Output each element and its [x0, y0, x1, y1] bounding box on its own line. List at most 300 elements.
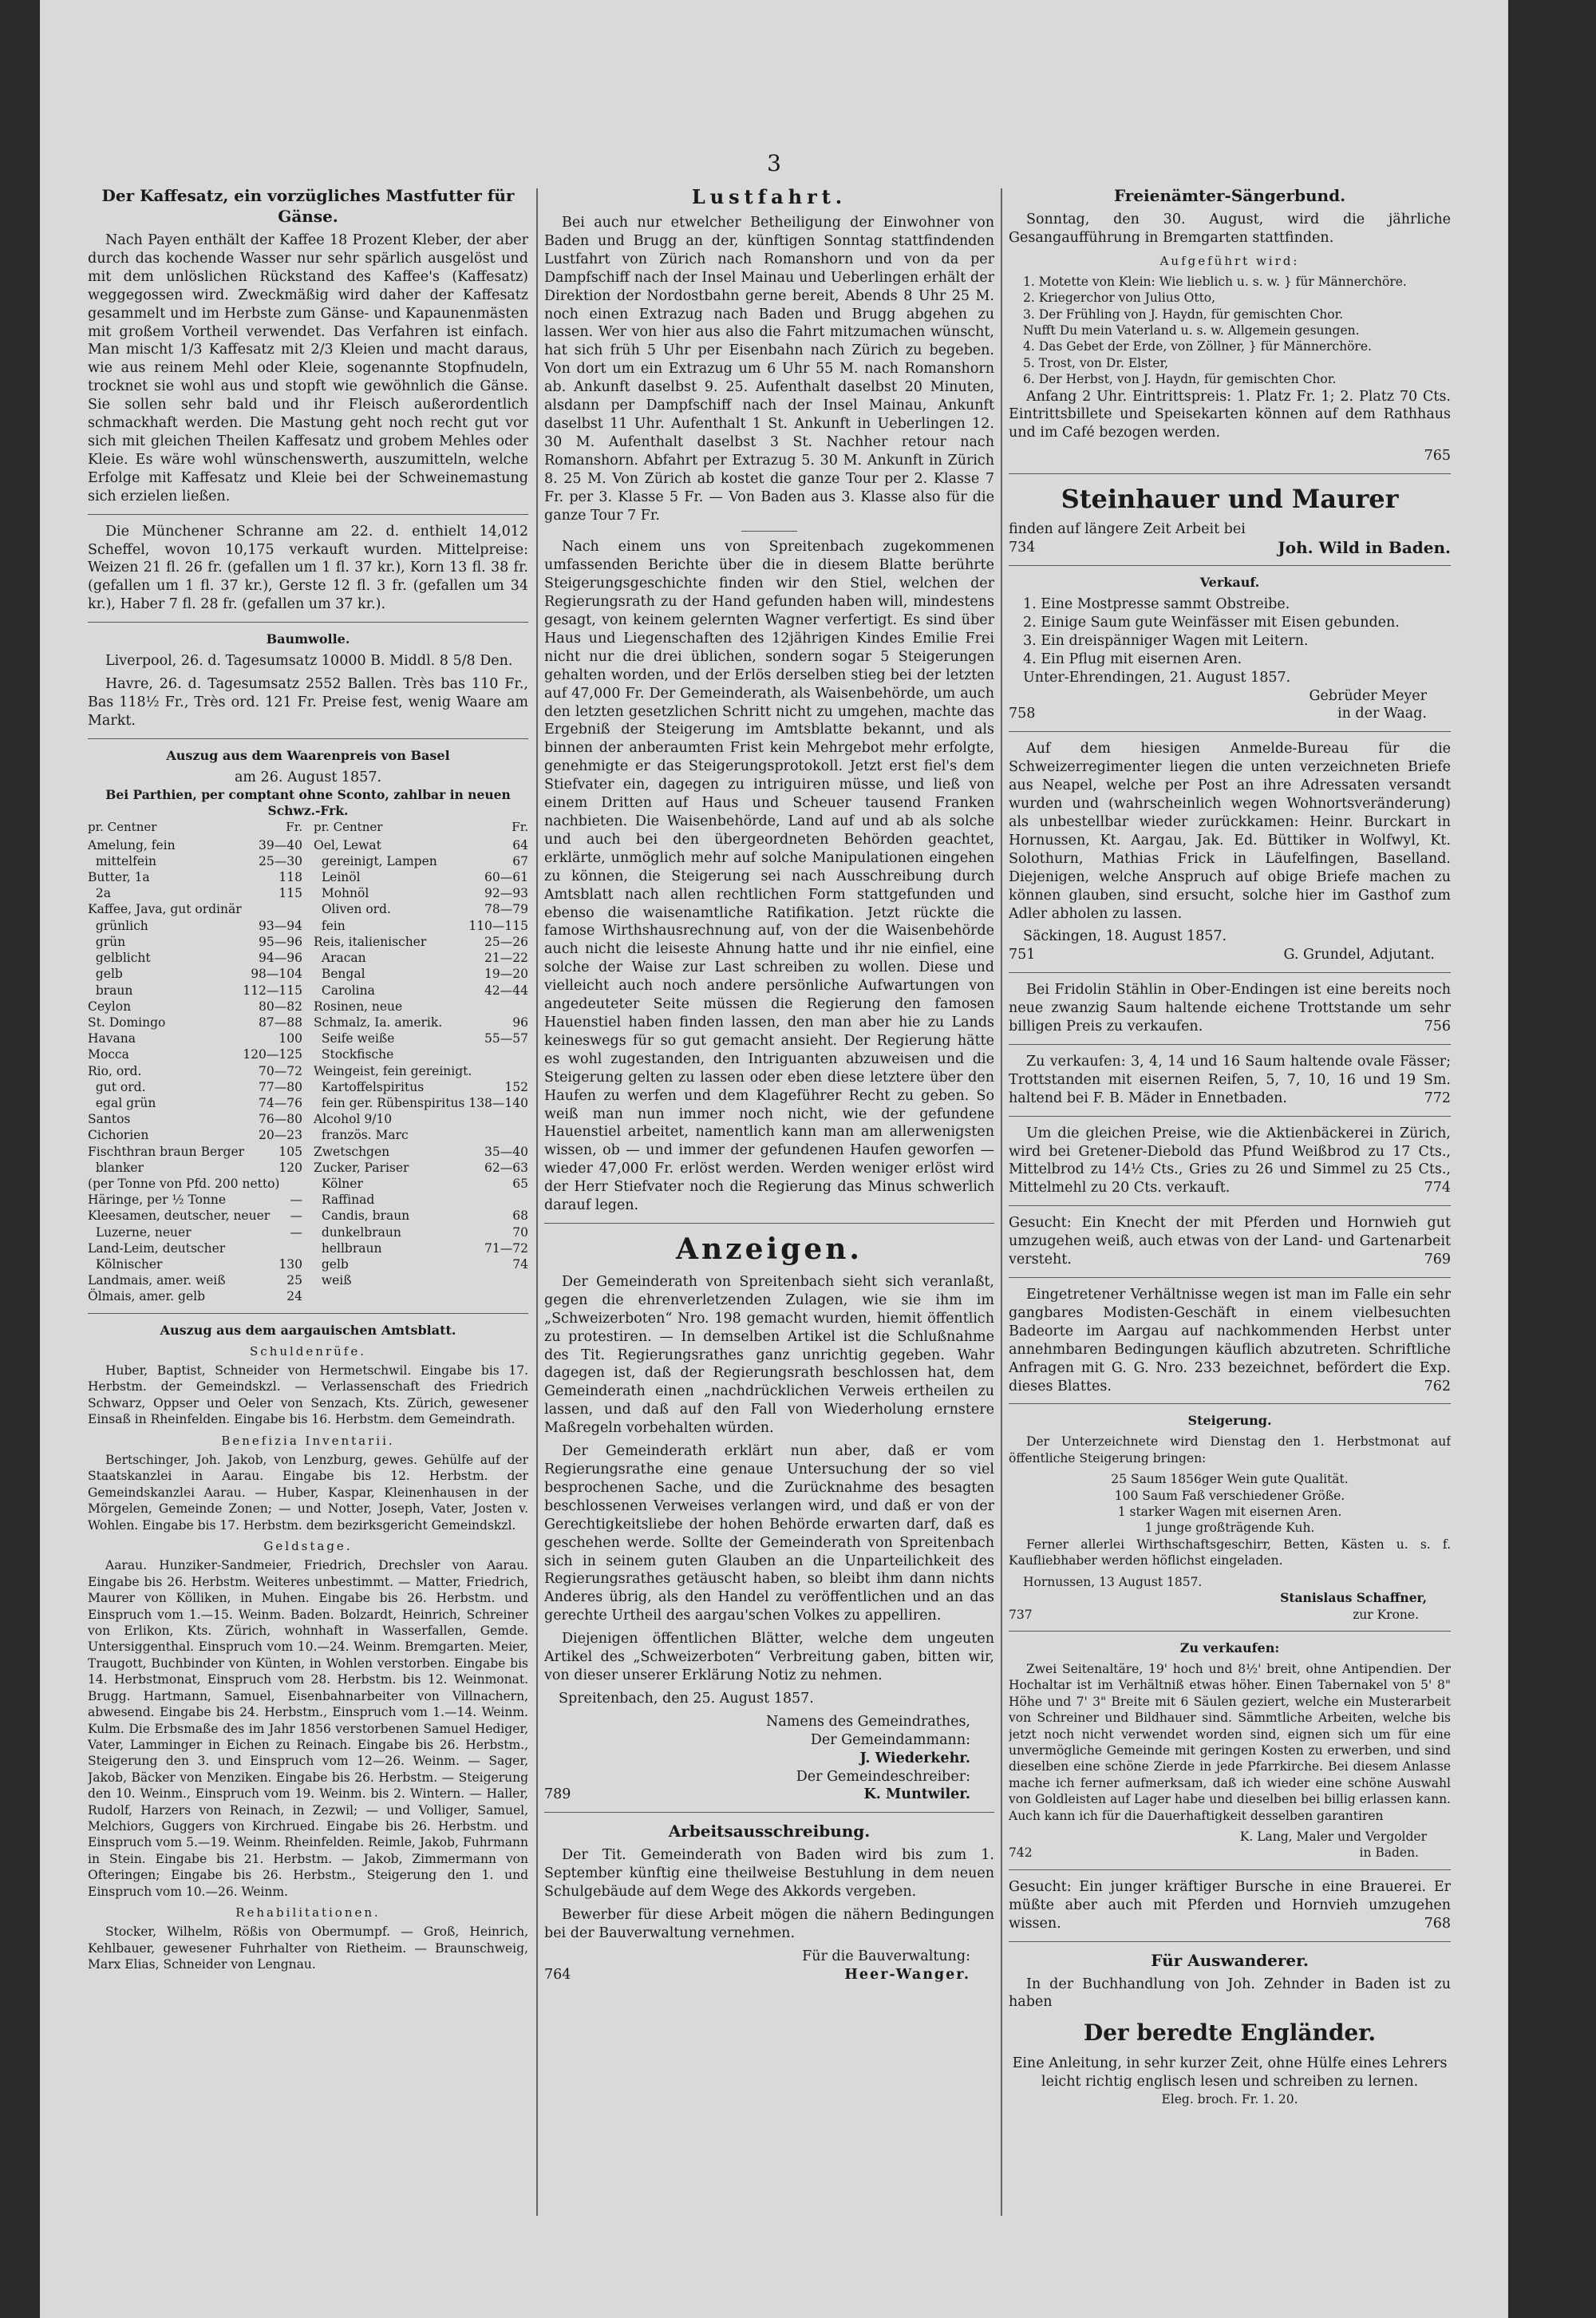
book-title: Der beredte Engländer.	[1083, 2019, 1377, 2047]
price-value: 112—115	[243, 983, 302, 998]
price-row	[88, 983, 302, 999]
divider	[1009, 1116, 1451, 1117]
arbeit-text-1: Der Tit. Gemeinderath von Baden wird bis zum 1. September künftig eine theilweise Bestuhlung in dem neuen Schulgebäude auf dem Wege des Akkords vergeben.	[544, 1847, 994, 1901]
program-item: 6. Der Herbst, von J. Haydn, für gemischten Chor.	[1023, 372, 1337, 387]
price-item: Candis, braun	[314, 1208, 410, 1224]
anzeigen-title: Anzeigen.	[676, 1232, 863, 1266]
divider	[88, 622, 528, 623]
price-row	[314, 1015, 528, 1030]
gemeinderath-text-1: Der Gemeinderath von Spreitenbach sieht sich veranlaßt, gegen die ehrenverletzenden Zulagen, wie sie ihm im „Schweizerboten“ Nro. 198 gemacht wurden, hiemit öffentlich zu protestiren. — In demselben Artikel ist die Schlußnahme des Tit. Regierungsrathes ganz unrichtig gegeben. Wahr dagegen ist, daß der Regierungsrath beschlossen hat, dem Gemeinderath einen „nachdrücklichen Verweis ertheilen zu lassen, und daß auf den Fall von Wiederholung ernstere Maßregeln vorbehalten würden.	[544, 1273, 994, 1437]
price-row	[314, 901, 528, 917]
program-item: 1. Motette von Klein: Wie lieblich u. s. w. } für Männerchöre.	[1023, 274, 1407, 289]
price-item: Kartoffelspiritus	[314, 1079, 425, 1094]
price-item: grün	[88, 934, 126, 949]
price-item: Fischthran braun Berger	[88, 1144, 245, 1159]
signature-name: Gebrüder Meyer	[1309, 687, 1427, 704]
price-row	[88, 999, 302, 1015]
program-item: 5. Trost, von Dr. Elster,	[1023, 355, 1169, 370]
auswanderer-text: In der Buchhandlung von Joh. Zehnder in Baden ist zu haben	[1009, 1976, 1451, 2011]
divider	[1009, 1869, 1451, 1870]
price-value: 68	[512, 1208, 528, 1224]
price-row	[88, 885, 302, 901]
price-item: Aracan	[314, 951, 366, 966]
price-value: 95—96	[259, 934, 302, 949]
list-item: 1. Eine Mostpresse sammt Obstreibe.	[1023, 596, 1290, 612]
amtsblatt-sections	[88, 1343, 528, 1973]
price-item: mittelfein	[88, 853, 156, 868]
price-row	[88, 1224, 302, 1240]
price-row	[314, 869, 528, 885]
divider-short	[741, 531, 797, 532]
price-row	[314, 837, 528, 853]
waarenpreis-title: Auszug aus dem Waarenpreis von Basel	[166, 747, 450, 763]
amtsblatt-section-text: Aarau. Hunziker-Sandmeier, Friedrich, Drechsler von Aarau. Eingabe bis 26. Herbstm. Weiteres unbestimmt. — Matter, Friedrich, Maurer von Kölliken, in Muhen. Eingabe bis 26. Herbstm. und Einspruch vom 1.—15. Weinm. Baden. Bolzardt, Heinrich, Schreiner von Erlikon, Kts. Zürich, wohnhaft in Wasserfallen, Gemde. Untersiggenthal. Einspruch vom 10.—24. Weinm. Bremgarten. Meier, Traugott, Buchbinder von Künten, in Wohlen verstorben. Eingabe bis 14. Herbstmonat, Einspruch vom 28. Herbstm. bis 12. Weinmonat. Brugg. Hartmann, Samuel, Eisenbahnarbeiter von Villnachern, abwesend. Eingabe bis 24. Herbstm., Einspruch vom 1.—14. Weinm. Kulm. Die Erbsmaße des im Jahr 1856 verstorbenen Samuel Hediger, Vater, Lamminger in Eichen zu Reinach. Eingabe bis 26. Herbstm., Steigerung den 3. und Einspruch vom 12—26. Weinm. — Sager, Jakob, Bäcker von Menziken. Eingabe bis 26. Herbstm. — Steigerung den 10. Weinm., Einspruch vom 19. Weinm. bis 2. Wintern. — Haller, Rudolf, Harzers von Reinach, in Zezwil; — und Volliger, Samuel, Melchiors, Guggers von Kirchrued. Eingabe bis 26. Herbstm. und Einspruch vom 5.—19. Weinm. Rheinfelden. Reimle, Jakob, Fuhrmann in Stein. Eingabe bis 21. Herbstm. — Jakob, Zimmermann von Ofteringen; Eingabe bis 26. Herbstm., Steigerung den 1. und Einspruch vom 10.—26. Weinm.	[88, 1558, 528, 1899]
amtsblatt-title: Auszug aus dem aargauischen Amtsblatt.	[160, 1322, 456, 1338]
ad-number: 774	[1424, 1180, 1451, 1197]
price-row	[88, 1240, 302, 1256]
verkauf-date: Unter-Ehrendingen, 21. August 1857.	[1023, 669, 1291, 686]
signature-line: Der Gemeindeschreiber:	[796, 1768, 970, 1785]
signature-line: Für die Bauverwaltung:	[802, 1948, 970, 1964]
price-item: Carolina	[314, 983, 375, 998]
steigerung-outro: Ferner allerlei Wirthschaftsgeschirr, Betten, Kästen u. s. f. Kaufliebhaber werden höflichst eingeladen.	[1009, 1537, 1451, 1568]
price-column-left	[88, 819, 302, 1304]
signature-line: zur Krone.	[1353, 1607, 1419, 1622]
price-item: Häringe, per ½ Tonne	[88, 1193, 227, 1208]
price-header-currency: Fr.	[512, 820, 528, 835]
price-item: gut ord.	[88, 1079, 146, 1094]
price-row	[314, 885, 528, 901]
price-row	[314, 1192, 528, 1208]
price-header-unit: pr. Centner	[88, 820, 157, 835]
steigerung-intro: Der Unterzeichnete wird Dienstag den 1. Herbstmonat auf öffentliche Steigerung bringen:	[1009, 1434, 1451, 1466]
price-row	[314, 1079, 528, 1095]
price-row	[88, 1192, 302, 1208]
price-item: hellbraun	[314, 1240, 382, 1256]
price-row	[314, 966, 528, 982]
aktien-text	[1009, 1125, 1451, 1198]
signature-line: Namens des Gemeindrathes,	[766, 1713, 970, 1730]
price-row	[88, 837, 302, 853]
price-item: dunkelbraun	[314, 1224, 401, 1240]
divider	[1009, 972, 1451, 973]
price-row	[88, 853, 302, 869]
saenger-title: Freienämter-Sängerbund.	[1113, 186, 1346, 205]
column-1	[88, 185, 528, 2276]
price-row	[88, 1063, 302, 1079]
price-item: Kölnischer	[88, 1256, 163, 1272]
liverpool-text: Liverpool, 26. d. Tagesumsatz 10000 B. Middl. 8 5/8 Den.	[105, 653, 513, 670]
price-value: 100	[279, 1031, 302, 1046]
price-item: fein ger. Rübenspiritus	[314, 1095, 465, 1110]
price-row	[314, 918, 528, 934]
price-value: 35—40	[484, 1144, 528, 1159]
price-value: 118	[279, 870, 302, 885]
anmelde-date: Säckingen, 18. August 1857.	[1023, 928, 1227, 945]
price-value: 87—88	[259, 1015, 302, 1030]
baumwolle-title: Baumwolle.	[266, 631, 350, 647]
price-row	[88, 1272, 302, 1288]
price-item: Amelung, fein	[88, 837, 176, 852]
price-value: —	[290, 1193, 302, 1208]
price-value: 20—23	[259, 1128, 302, 1143]
steigerung-list	[1009, 1471, 1451, 1537]
ad-text: Gesucht: Ein junger kräftiger Bursche in eine Brauerei. Er müßte aber auch mit Pferden und Hornvieh umzugehen wissen.	[1009, 1878, 1451, 1932]
price-item: Mocca	[88, 1047, 129, 1062]
price-value: 96	[512, 1015, 528, 1030]
divider	[1009, 731, 1451, 732]
signature-line: in der Waag.	[1337, 706, 1427, 722]
price-value: —	[290, 1208, 302, 1224]
list-item: 3. Ein dreispänniger Wagen mit Leitern.	[1023, 632, 1309, 649]
price-value: 120	[279, 1160, 302, 1175]
saenger-outro: Anfang 2 Uhr. Eintrittspreis: 1. Platz Fr. 1; 2. Platz 70 Cts. Eintrittsbillete und Speisekarten können auf dem Rathhaus und im Café bezogen werden.	[1009, 388, 1451, 441]
price-row	[88, 1015, 302, 1030]
price-row	[314, 1224, 528, 1240]
price-row	[88, 950, 302, 966]
price-item: Kaffee, Java, gut ordinär	[88, 902, 242, 917]
ad-text: Gesucht: Ein Knecht der mit Pferden und Hornwieh gut umzugehen weiß, auch etwas von der Land- und Gartenarbeit versteht.	[1009, 1215, 1451, 1268]
price-row	[88, 1176, 302, 1192]
ad-number: 751	[1009, 947, 1036, 963]
price-item: Bengal	[314, 967, 365, 982]
waarenpreis-subtitle: Bei Parthien, per comptant ohne Sconto, zahlbar in neuen Schwz.-Frk.	[105, 786, 511, 819]
price-row	[88, 1208, 302, 1224]
price-item: Mohnöl	[314, 886, 369, 901]
price-item: gelblicht	[88, 951, 151, 966]
price-item: St. Domingo	[88, 1015, 166, 1030]
ad-number: 742	[1009, 1845, 1033, 1861]
price-row	[314, 1256, 528, 1272]
price-item: (per Tonne von Pfd. 200 netto)	[88, 1176, 280, 1191]
price-value: 64	[512, 837, 528, 852]
signature-name: Heer-Wanger.	[844, 1966, 970, 1983]
gesucht1-text	[1009, 1214, 1451, 1269]
program-item: 4. Das Gebet der Erde, von Zöllner, } für Männerchöre.	[1023, 339, 1372, 354]
divider	[1009, 1631, 1451, 1632]
price-value: 94—96	[259, 951, 302, 966]
price-row	[88, 1030, 302, 1046]
price-item: Oliven ord.	[314, 902, 391, 917]
price-value: 80—82	[259, 999, 302, 1014]
ad-text: Bei Fridolin Stählin in Ober-Endingen ist eine bereits noch neue zwanzig Saum haltende eichene Trottstande um sehr billigen Preis zu verkaufen.	[1009, 982, 1451, 1035]
price-value: 25	[286, 1273, 302, 1288]
price-item: Reis, italienischer	[314, 934, 427, 949]
steinhauer-title: Steinhauer und Maurer	[1061, 484, 1399, 515]
price-value: 77—80	[259, 1079, 302, 1094]
price-item: blanker	[88, 1160, 144, 1175]
spreitenbach-text: Nach einem uns von Spreitenbach zugekommenen umfassenden Berichte über die in diesem Blatte berührte Steigerungsgeschichte finden wir den Stiel, welchen der Regierungsrath zu der Hand gefunden haben will, mindestens gesagt, von keinem gelernten Wagner verfertigt. Es sind über Haus und Liegenschaften des 12jährigen Kindes Emilie Frei nicht nur die drei üblichen, sondern sogar 5 Steigerungen gehalten worden, und der Erlös derselben stieg bei der letzten auf 47,000 Fr. Der Gemeinderath, als Waisenbehörde, um auch den letzten gesetzlichen Schritt nicht zu umgehen, machte das Ergebniß der Steigerung im Amtsblatte bekannt, und als binnen der anberaumten Frist kein Mehrgebot mehr erfolgte, genehmigte er das Steigerungsprotokoll. Jetzt erst fiel's dem Stiefvater ein, dagegen zu intriguiren müsse, und ließ von einem Dritten auf Haus und Scheuer tausend Franken nachbieten. Die Waisenbehörde, Land auf und ab als solche und auch bei den übergeordneten Behörden geachtet, erklärte, unmöglich mehr auf solche Manipulationen eingehen zu können, die Steigerung sei nach Ausschreibung durch Amtsblatt nach allen rechtlichen Form stattgefunden und ebenso die waisenamtliche Ratifikation. Jetzt rückte die famose Wirthshausrechnung auf, von der die Waisenbehörde auch nicht die leiseste Ahnung hatte und ihr nie einfiel, eine solche der Waise zur Last schreiben zu wollen. Diese und vielleicht auch noch andere persönliche Aufwartungen von angedeuteter Seite müssen die Regierung den famosen Hauenstiel haben finden lassen, den man aber hie zu Lands keineswegs für so gut gemacht ansieht. Der Regierung hätte es wohl zugestanden, den Intriguanten abzuweisen und die Steigerung gelten zu lassen oder eben diese letztere über den Haufen zu werfen und dem Klageführer Recht zu geben. So weiß man nun immer noch nicht, wie der gefundene Hauenstiel arbeitet, namentlich kann man am allerwenigsten wissen, ob — und immer der gefundenen Haufen geworfen — wieder 47,000 Fr. erlöst werden. Werden weniger erlöst wird der Herr Stiefvater noch die Regierung das Minus schwerlich darauf legen.	[544, 539, 994, 1214]
ad-number: 762	[1424, 1378, 1451, 1394]
newspaper-page	[40, 0, 1508, 2318]
price-item: gelb	[88, 967, 123, 982]
havre-text: Havre, 26. d. Tagesumsatz 2552 Ballen. Très bas 110 Fr., Bas 118½ Fr., Très ord. 121 Fr. Preise fest, wenig Waare am Markt.	[88, 676, 528, 729]
price-row	[314, 983, 528, 999]
price-column-right	[314, 819, 528, 1304]
price-value: 70—72	[259, 1063, 302, 1078]
price-row	[314, 934, 528, 950]
column-3	[1009, 185, 1451, 2276]
price-row	[88, 918, 302, 934]
price-value: 120—125	[243, 1047, 302, 1062]
program-item: 2. Kriegerchor von Julius Otto,	[1023, 291, 1216, 306]
price-item: Land-Leim, deutscher	[88, 1240, 226, 1256]
divider	[544, 1223, 994, 1224]
signature-name: J. Wiederkehr.	[859, 1750, 970, 1766]
price-item: Oel, Lewat	[314, 837, 381, 852]
price-value: 55—57	[484, 1031, 528, 1046]
divider	[1009, 473, 1451, 474]
divider	[544, 1812, 994, 1813]
divider	[1009, 1941, 1451, 1942]
gemeinderath-text-3: Diejenigen öffentlichen Blätter, welche dem ungeuten Artikel des „Schweizerboten“ Verbreitung gaben, bitten wir, von dieser unserer Erklärung Notiz zu nehmen.	[544, 1631, 994, 1683]
divider	[88, 1313, 528, 1314]
price-row	[88, 1111, 302, 1127]
signature-name: K. Lang, Maler und Vergolder	[1239, 1829, 1427, 1844]
price-row	[88, 1256, 302, 1272]
price-item: Cichorien	[88, 1128, 149, 1143]
price-value: 138—140	[468, 1095, 528, 1110]
amtsblatt-section-heading: Geldstage.	[263, 1539, 353, 1554]
lustfahrt-title: Lustfahrt.	[691, 185, 847, 208]
ad-number: 765	[1424, 448, 1451, 465]
steigerung-title: Steigerung.	[1187, 1413, 1272, 1429]
book-price: Eleg. broch. Fr. 1. 20.	[1161, 2092, 1298, 2107]
price-item: braun	[88, 983, 133, 998]
ad-number: 772	[1424, 1090, 1451, 1106]
price-value: 21—22	[484, 951, 528, 966]
ad-number: 756	[1424, 1019, 1451, 1035]
divider	[88, 738, 528, 739]
price-row	[314, 1111, 528, 1127]
column-2	[544, 185, 994, 2276]
price-item: Rio, ord.	[88, 1063, 142, 1078]
price-row	[314, 1240, 528, 1256]
gemeinderath-date: Spreitenbach, den 25. August 1857.	[559, 1690, 814, 1707]
price-row	[88, 1095, 302, 1111]
price-value: 60—61	[484, 870, 528, 885]
kaffee-title: Der Kaffesatz, ein vorzügliches Mastfutter für Gänse.	[101, 186, 515, 226]
divider	[1009, 1277, 1451, 1278]
price-row	[88, 1046, 302, 1062]
price-row	[88, 1288, 302, 1304]
price-item: Stockfische	[314, 1047, 394, 1062]
price-item: Landmais, amer. weiß	[88, 1273, 226, 1288]
list-item: 1 starker Wagen mit eisernen Aren.	[1117, 1505, 1342, 1520]
saenger-subheading: Aufgeführt wird:	[1159, 253, 1300, 268]
kaffee-text: Nach Payen enthält der Kaffee 18 Prozent Kleber, der aber durch das kochende Wasser nur sehr spärlich ausgelöst und mit dem unlöslichen Rückstand des Kaffee's (Kaffesatz) weggegossen wird. Zweckmäßig wird daher der Kaffesatz gesammelt und im Herbste zum Gänse- und Kapaunenmästen mit großem Vortheil verwendet. Das Verfahren ist einfach. Man mischt 1/3 Kaffesatz mit 2/3 Kleien und macht daraus, wie aus reinem Mehl oder Kleie, sogenannte Stopfnudeln, trocknet sie wohl aus und stopft wie gewöhnlich die Gänse. Sie sollen sehr bald und ihr Fleisch außerordentlich schmackhaft werden. Die Mastung geht noch recht gut vor sich mit gleichen Theilen Kaffesatz und grobem Mehles oder Kleie. Es wäre wohl wünschenswerth, auszumitteln, welche Erfolge mit Kaffesatz und Kleie bei der Schweinemastung sich erzielen ließen.	[88, 232, 528, 504]
price-item: Raffinad	[314, 1193, 375, 1208]
price-value: 25—30	[259, 853, 302, 868]
gesucht2-text	[1009, 1878, 1451, 1933]
gemeinderath-text-2: Der Gemeinderath erklärt nun aber, daß er vom Regierungsrathe eine genaue Untersuchung der so viel besprochenen Sache, und die Zurücknahme des besagten beschlossenen Verweises verlangen wird, und daß er von der Gerechtigkeitsliebe der hohen Behörde erwarten darf, daß es geschehen werde. Sollte der Gemeinderath von Spreitenbach sich in seinem guten Glauben an die Unparteilichkeit des Regierungsrathes getäuscht haben, so bleibt ihm dann nichts Anderes übrig, als den Handel zu veröffentlichen und an das gerechte Urtheil des aargau'schen Volkes zu appelliren.	[544, 1443, 994, 1624]
price-row	[88, 1144, 302, 1160]
zuverkaufen2-text: Zwei Seitenaltäre, 19' hoch und 8½' breit, ohne Antipendien. Der Hochaltar ist im Verhältniß etwas höher. Einen Tabernakel von 5' 8" Höhe und 7' 3" Breite mit 6 Säulen geziert, welche ein Musterarbeit von Schreiner und Bildhauer sind. Sämmtliche Arbeiten, welche bis jetzt noch nicht verwendet worden sind, eignen sich um für eine unvermögliche Gemeinde mit geringen Kosten zu erwerben, und sind dieselben eine schöne Zierde in jede Pfarrkirche. Bei diesem Anlasse mache ich ferner aufmerksam, daß ich wieder eine schöne Auswahl von Goldleisten auf Lager habe und dieselben bei billig erlassen kann. Auch kann ich für die Dauerhaftigkeit desselben garantiren	[1009, 1661, 1451, 1823]
ad-number: 764	[544, 1966, 571, 1983]
ad-number: 737	[1009, 1607, 1033, 1622]
price-value: 152	[504, 1079, 528, 1094]
price-item: französ. Marc	[314, 1128, 409, 1143]
program-list	[1009, 274, 1451, 388]
price-value: 65	[512, 1176, 528, 1191]
price-item: fein	[314, 918, 346, 933]
price-item: Rosinen, neue	[314, 999, 403, 1014]
price-value: 76—80	[259, 1112, 302, 1127]
column-rule	[536, 188, 538, 2216]
waarenpreis-date: am 26. August 1857.	[234, 769, 382, 785]
price-item: Schmalz, Ia. amerik.	[314, 1015, 443, 1030]
zuverkaufen-text	[1009, 1053, 1451, 1108]
price-item: Zwetschgen	[314, 1144, 390, 1159]
price-value: 71—72	[484, 1240, 528, 1256]
price-row	[314, 1144, 528, 1160]
verkauf-title: Verkauf.	[1199, 575, 1260, 590]
price-item: Weingeist, fein gereinigt.	[314, 1063, 472, 1078]
signature-name: K. Muntwiler.	[863, 1786, 970, 1803]
price-value: 130	[279, 1256, 302, 1272]
schranne-text: Die Münchener Schranne am 22. d. enthielt 14,012 Scheffel, wovon 10,175 verkauft wurden. Mittelpreise: Weizen 21 fl. 26 fr. (gefallen um 1 fl. 37 kr.), Korn 13 fl. 38 fr. (gefallen um 1 fl. 37 kr.), Gerste 12 fl. 3 fr. (gefallen um 34 kr.), Haber 7 fl. 28 fr. (gefallen um 37 kr.).	[88, 523, 528, 613]
amtsblatt-section-text: Huber, Baptist, Schneider von Hermetschwil. Eingabe bis 17. Herbstm. der Gemeindskzl. — Verlassenschaft des Friedrich Schwarz, Oppser und Oeler von Senzach, Kts. Zürich, gewesener Einsaß in Rheinfelden. Eingabe bis 16. Herbstm. dem Gemeindrath.	[88, 1363, 528, 1427]
price-row	[314, 1127, 528, 1143]
price-value: 92—93	[484, 886, 528, 901]
price-value: 67	[512, 853, 528, 868]
program-item: Nufft Du mein Vaterland u. s. w. Allgemein gesungen.	[1023, 322, 1360, 338]
price-value: 62—63	[484, 1160, 528, 1175]
price-row	[314, 1095, 528, 1111]
ad-number: 768	[1424, 1915, 1451, 1932]
signature-name: Stanislaus Schaffner,	[1280, 1590, 1427, 1606]
price-table	[88, 819, 528, 1304]
arbeit-text-2: Bewerber für diese Arbeit mögen die nähern Bedingungen bei der Bauverwaltung vernehmen.	[544, 1907, 994, 1941]
price-value: 93—94	[259, 918, 302, 933]
price-row	[88, 901, 302, 917]
price-value: —	[290, 1224, 302, 1240]
price-value: 78—79	[484, 902, 528, 917]
price-row	[88, 966, 302, 982]
auswanderer-title: Für Auswanderer.	[1151, 1950, 1309, 1970]
zuverkaufen2-title: Zu verkaufen:	[1179, 1640, 1280, 1655]
price-item: egal grün	[88, 1095, 156, 1110]
amtsblatt-section-text: Stocker, Wilhelm, Rößis von Obermumpf. — Groß, Heinrich, Kehlbauer, gewesener Fuhrhalter von Rietheim. — Braunschweig, Marx Elias, Schneider von Lengnau.	[88, 1924, 528, 1972]
book-description: Eine Anleitung, in sehr kurzer Zeit, ohne Hülfe eines Lehrers leicht richtig englisch lesen und schreiben zu lernen.	[1012, 2055, 1448, 2091]
price-item: 2a	[88, 886, 111, 901]
price-value: 105	[279, 1144, 302, 1159]
price-row	[314, 1063, 528, 1079]
steinhauer-text: finden auf längere Zeit Arbeit bei	[1009, 521, 1246, 538]
signature-name: G. Grundel, Adjutant.	[1283, 947, 1435, 963]
signature-line: in Baden.	[1359, 1845, 1419, 1861]
price-row	[88, 1160, 302, 1176]
list-item: 25 Saum 1856ger Wein gute Qualität.	[1111, 1472, 1349, 1487]
price-value: 24	[286, 1289, 302, 1304]
price-row	[314, 1208, 528, 1224]
staehlin-text	[1009, 981, 1451, 1036]
divider	[1009, 1205, 1451, 1206]
ad-number: 758	[1009, 706, 1036, 722]
page-number: 3	[767, 150, 781, 176]
price-value: 98—104	[251, 967, 302, 982]
amtsblatt-section-heading: Benefizia Inventarii.	[221, 1433, 395, 1448]
list-item: 1 junge großträgende Kuh.	[1144, 1521, 1315, 1536]
ad-number: 769	[1424, 1252, 1451, 1268]
price-item: gereinigt, Lampen	[314, 853, 437, 868]
price-value: 25—26	[484, 934, 528, 949]
price-item: Alcohol 9/10	[314, 1112, 393, 1127]
price-value: 39—40	[259, 837, 302, 852]
price-item: Zucker, Pariser	[314, 1160, 409, 1175]
price-item: Ölmais, amer. gelb	[88, 1289, 206, 1304]
divider	[1009, 1044, 1451, 1045]
ad-text: Um die gleichen Preise, wie die Aktienbäckerei in Zürich, wird bei Gretener-Diebold das Pfund Weißbrod zu 17 Cts., Mittelbrod zu 14½ Cts., Gries zu 26 und Simmel zu 25 Cts., Mittelmehl zu 20 Cts. verkauft.	[1009, 1125, 1451, 1197]
price-header-currency: Fr.	[286, 820, 302, 835]
ad-number: 789	[544, 1786, 571, 1803]
price-item: weiß	[314, 1273, 352, 1288]
price-item: Kölner	[314, 1176, 363, 1191]
price-row	[88, 869, 302, 885]
price-item: grünlich	[88, 918, 148, 933]
program-item: 3. Der Frühling von J. Haydn, für gemischten Chor.	[1023, 307, 1344, 322]
list-item: 100 Saum Faß verschiedener Größe.	[1114, 1488, 1345, 1503]
ad-text: Zu verkaufen: 3, 4, 14 und 16 Saum haltende ovale Fässer; Trottstanden mit eisernen Reifen, 5, 7, 10, 16 und 19 Sm. haltend bei F. B. Mäder in Ennetbaden.	[1009, 1053, 1451, 1106]
price-item: Santos	[88, 1112, 131, 1127]
price-row	[314, 1272, 528, 1288]
price-row	[314, 1176, 528, 1192]
price-item: Ceylon	[88, 999, 132, 1014]
modisten-text	[1009, 1286, 1451, 1395]
price-value: 110—115	[468, 918, 528, 933]
price-row	[88, 1127, 302, 1143]
price-row	[314, 950, 528, 966]
price-item: Havana	[88, 1031, 136, 1046]
amtsblatt-section-heading: Rehabilitationen.	[235, 1905, 381, 1920]
price-value: 115	[279, 886, 302, 901]
ad-number: 734	[1009, 540, 1036, 556]
amtsblatt-section-heading: Schuldenrüfe.	[250, 1343, 366, 1359]
divider	[1009, 565, 1451, 566]
divider	[88, 514, 528, 515]
price-row	[314, 1160, 528, 1176]
price-row	[314, 1030, 528, 1046]
price-header-unit: pr. Centner	[314, 820, 383, 835]
price-row	[88, 934, 302, 950]
lustfahrt-text: Bei auch nur etwelcher Betheiligung der Einwohner von Baden und Brugg an der, künftigen Sonntag stattfindenden Lustfahrt von Zürich nach Romanshorn und von da per Dampfschiff nach der Insel Mainau und Ueberlingen erhält der Direktion der Nordostbahn gerne bereit, Abends 8 Uhr 25 M. noch einen Extrazug nach Baden und Brugg abgehen zu lassen. Wer von hier aus also die Fahrt mitzumachen wünscht, hat sich früh 5 Uhr per Eisenbahn nach Zürich zu begeben. Von dort um ein Extrazug um 6 Uhr 55 M. nach Romanshorn ab. Ankunft daselbst 9. 25. Aufenthalt daselbst 20 Minuten, alsdann per Dampfschiff nach der Insel Mainau, Ankunft daselbst 11 Uhr. Aufenthalt 1 St. Ankunft in Ueberlingen 12. 30 M. Aufenthalt daselbst 3 St. Nachher retour nach Romanshorn. Abfahrt per Extrazug 5. 30 M. Ankunft in Zürich 8. 25 M. Von Zürich ab kostet die ganze Tour per 2. Klasse 7 Fr. per 3. Klasse 5 Fr. — Von Baden aus 3. Klasse also für die ganze Tour 7 Fr.	[544, 215, 994, 524]
price-row	[88, 1079, 302, 1095]
price-item: Luzerne, neuer	[88, 1224, 192, 1240]
price-value: 70	[512, 1224, 528, 1240]
anmelde-text: Auf dem hiesigen Anmelde-Bureau für die Schweizerregimenter liegen die unten verzeichneten Briefe aus Neapel, welche per Post an ihre Adressaten versandt wurden und (wahrscheinlich wegen Wohnortsveränderung) als unbestellbar wieder zurückkamen: Heinr. Burckart in Hornussen, Kt. Aargau, Jak. Ed. Büttiker in Wolfwyl, Kt. Solothurn, Mathias Frick in Läufelfingen, Baselland. Diejenigen, welche Anspruch auf obige Briefe machen zu können glauben, sind ersucht, solche hier im Gasthof zum Adler abholen zu lassen.	[1009, 741, 1451, 922]
list-item: 2. Einige Saum gute Weinfässer mit Eisen gebunden.	[1023, 614, 1400, 631]
arbeit-title: Arbeitsausschreibung.	[668, 1822, 871, 1841]
price-item: gelb	[314, 1256, 349, 1272]
price-item: Kleesamen, deutscher, neuer	[88, 1208, 271, 1224]
price-item: Seife weiße	[314, 1031, 395, 1046]
steigerung-date: Hornussen, 13 August 1857.	[1023, 1574, 1203, 1589]
price-value: 42—44	[484, 983, 528, 998]
price-value: 19—20	[484, 967, 528, 982]
saenger-intro: Sonntag, den 30. August, wird die jährliche Gesangaufführung in Bremgarten stattfinden.	[1009, 212, 1451, 246]
price-row	[314, 999, 528, 1015]
signature-line: Der Gemeindammann:	[810, 1731, 970, 1748]
divider	[1009, 1403, 1451, 1404]
price-row	[314, 1046, 528, 1062]
price-item: Leinöl	[314, 870, 361, 885]
price-value: 74—76	[259, 1095, 302, 1110]
list-item: 4. Ein Pflug mit eisernen Aren.	[1023, 651, 1242, 667]
price-value: 74	[512, 1256, 528, 1272]
ad-text: Eingetretener Verhältnisse wegen ist man im Falle ein sehr gangbares Modisten-Geschäft in einem vielbesuchten Badeorte im Aargau auf nachkommenden Herbst unter annehmbaren Bedingungen käuflich abzutreten. Schriftliche Anfragen mit G. G. Nro. 233 bezeichnet, befördert die Exp. dieses Blattes.	[1009, 1287, 1451, 1394]
verkauf-list	[1009, 595, 1451, 669]
steinhauer-name: Joh. Wild in Baden.	[1278, 538, 1451, 558]
